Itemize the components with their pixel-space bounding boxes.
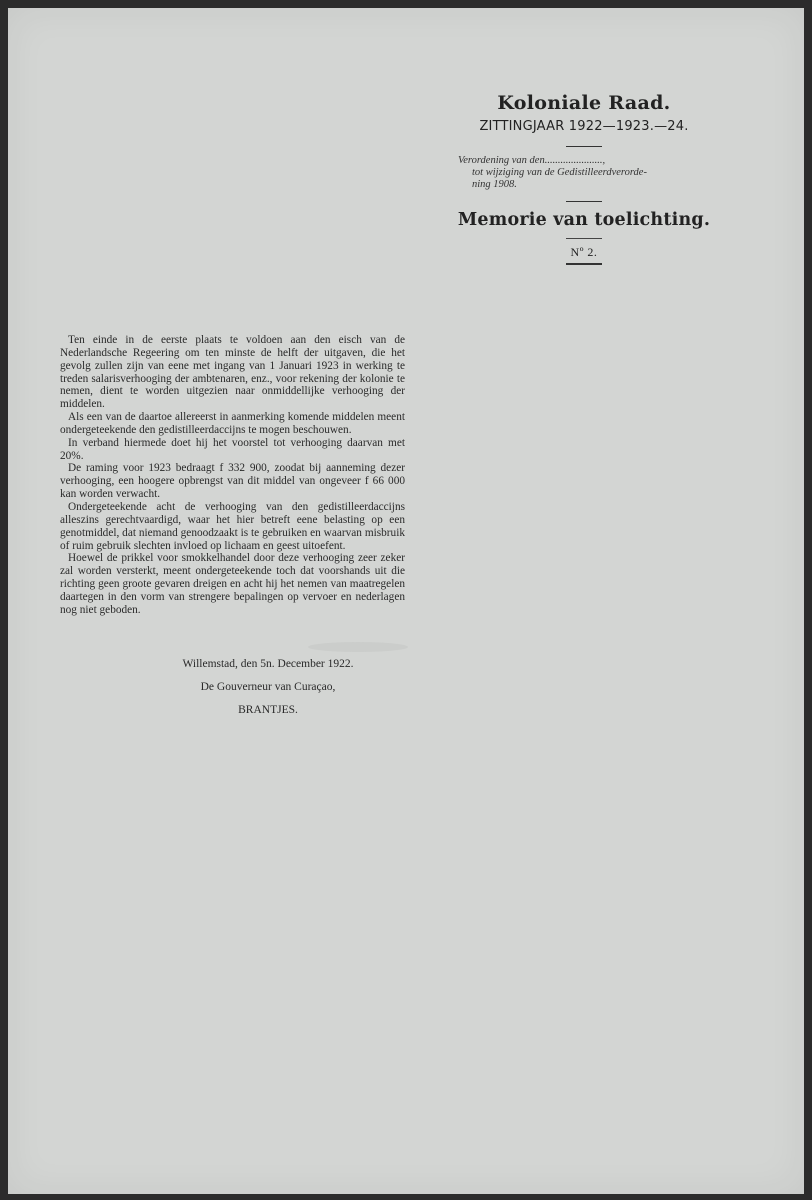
body-paragraph: Ten einde in de eerste plaats te voldoen aan den eisch van de Nederlandsche Regeering om ten minste de helft der uitgaven, die het gevolg zullen zijn van eene met ingang van 1 Januari 1923 in werking te treden salarisverhooging der ambtenaren, enz., voor rekening der kolonie te nemen, dient te worden uitgezien naar onmiddellijke verhooging der middelen. [60, 334, 405, 411]
ordinance-subject [452, 155, 716, 191]
document-header [452, 92, 716, 265]
body-paragraph: Hoewel de prikkel voor smokkelhandel door deze verhooging zeer zeker zal worden versterkt, meent ondergeteekende toch dat voorshands uit die richting geen groote gevaren dreigen en acht hij het nemen van maatregelen daartegen in den vorm van strengere bepalingen op vervoer en nederlagen nog niet geboden. [60, 552, 405, 616]
body-paragraph: De raming voor 1923 bedraagt f 332 900, zoodat bij aanneming dezer verhooging, een hoogere opbrengst van dit middel van ongeveer f 66 000 kan worden verwacht. [60, 462, 405, 501]
ordinance-line: tot wijziging van de Gedistilleerdverorde- [472, 167, 647, 178]
header-divider [566, 201, 602, 202]
ordinance-line: Verordening van den......................, [458, 155, 606, 166]
document-number: Nº 2. [570, 245, 598, 259]
memo-body [60, 334, 405, 617]
paper-stain [308, 642, 408, 652]
signature-name: BRANTJES. [238, 704, 298, 716]
closing-block [60, 658, 476, 727]
ordinance-line: ning 1908. [472, 179, 517, 190]
document-page [8, 8, 804, 1194]
body-paragraph: In verband hiermede doet hij het voorstel tot verhooging daarvan met 20%. [60, 436, 405, 462]
memo-title: Memorie van toelichting. [457, 210, 711, 230]
header-divider [566, 238, 602, 239]
body-paragraph: Als een van de daartoe allereerst in aanmerking komende middelen meent ondergeteekende den gedistilleerdaccijns te mogen beschouwen. [60, 411, 405, 436]
signatory-office: De Gouverneur van Curaçao, [200, 681, 336, 693]
header-divider [566, 146, 602, 147]
place-date: Willemstad, den 5n. December 1922. [182, 658, 354, 670]
header-divider [566, 263, 602, 265]
session-year: ZITTINGJAAR 1922—1923.—24. [479, 119, 689, 134]
council-title: Koloniale Raad. [497, 92, 671, 114]
body-paragraph: Ondergeteekende acht de verhooging van den gedistilleerdaccijns alleszins gerechtvaardigd, waar het hier betreft eene belasting op een genotmiddel, dat niemand genoodzaakt is te gebruiken en waarvan misbruik of ruim gebruik slechten invloed op lichaam en geest uitoefent. [60, 500, 405, 552]
